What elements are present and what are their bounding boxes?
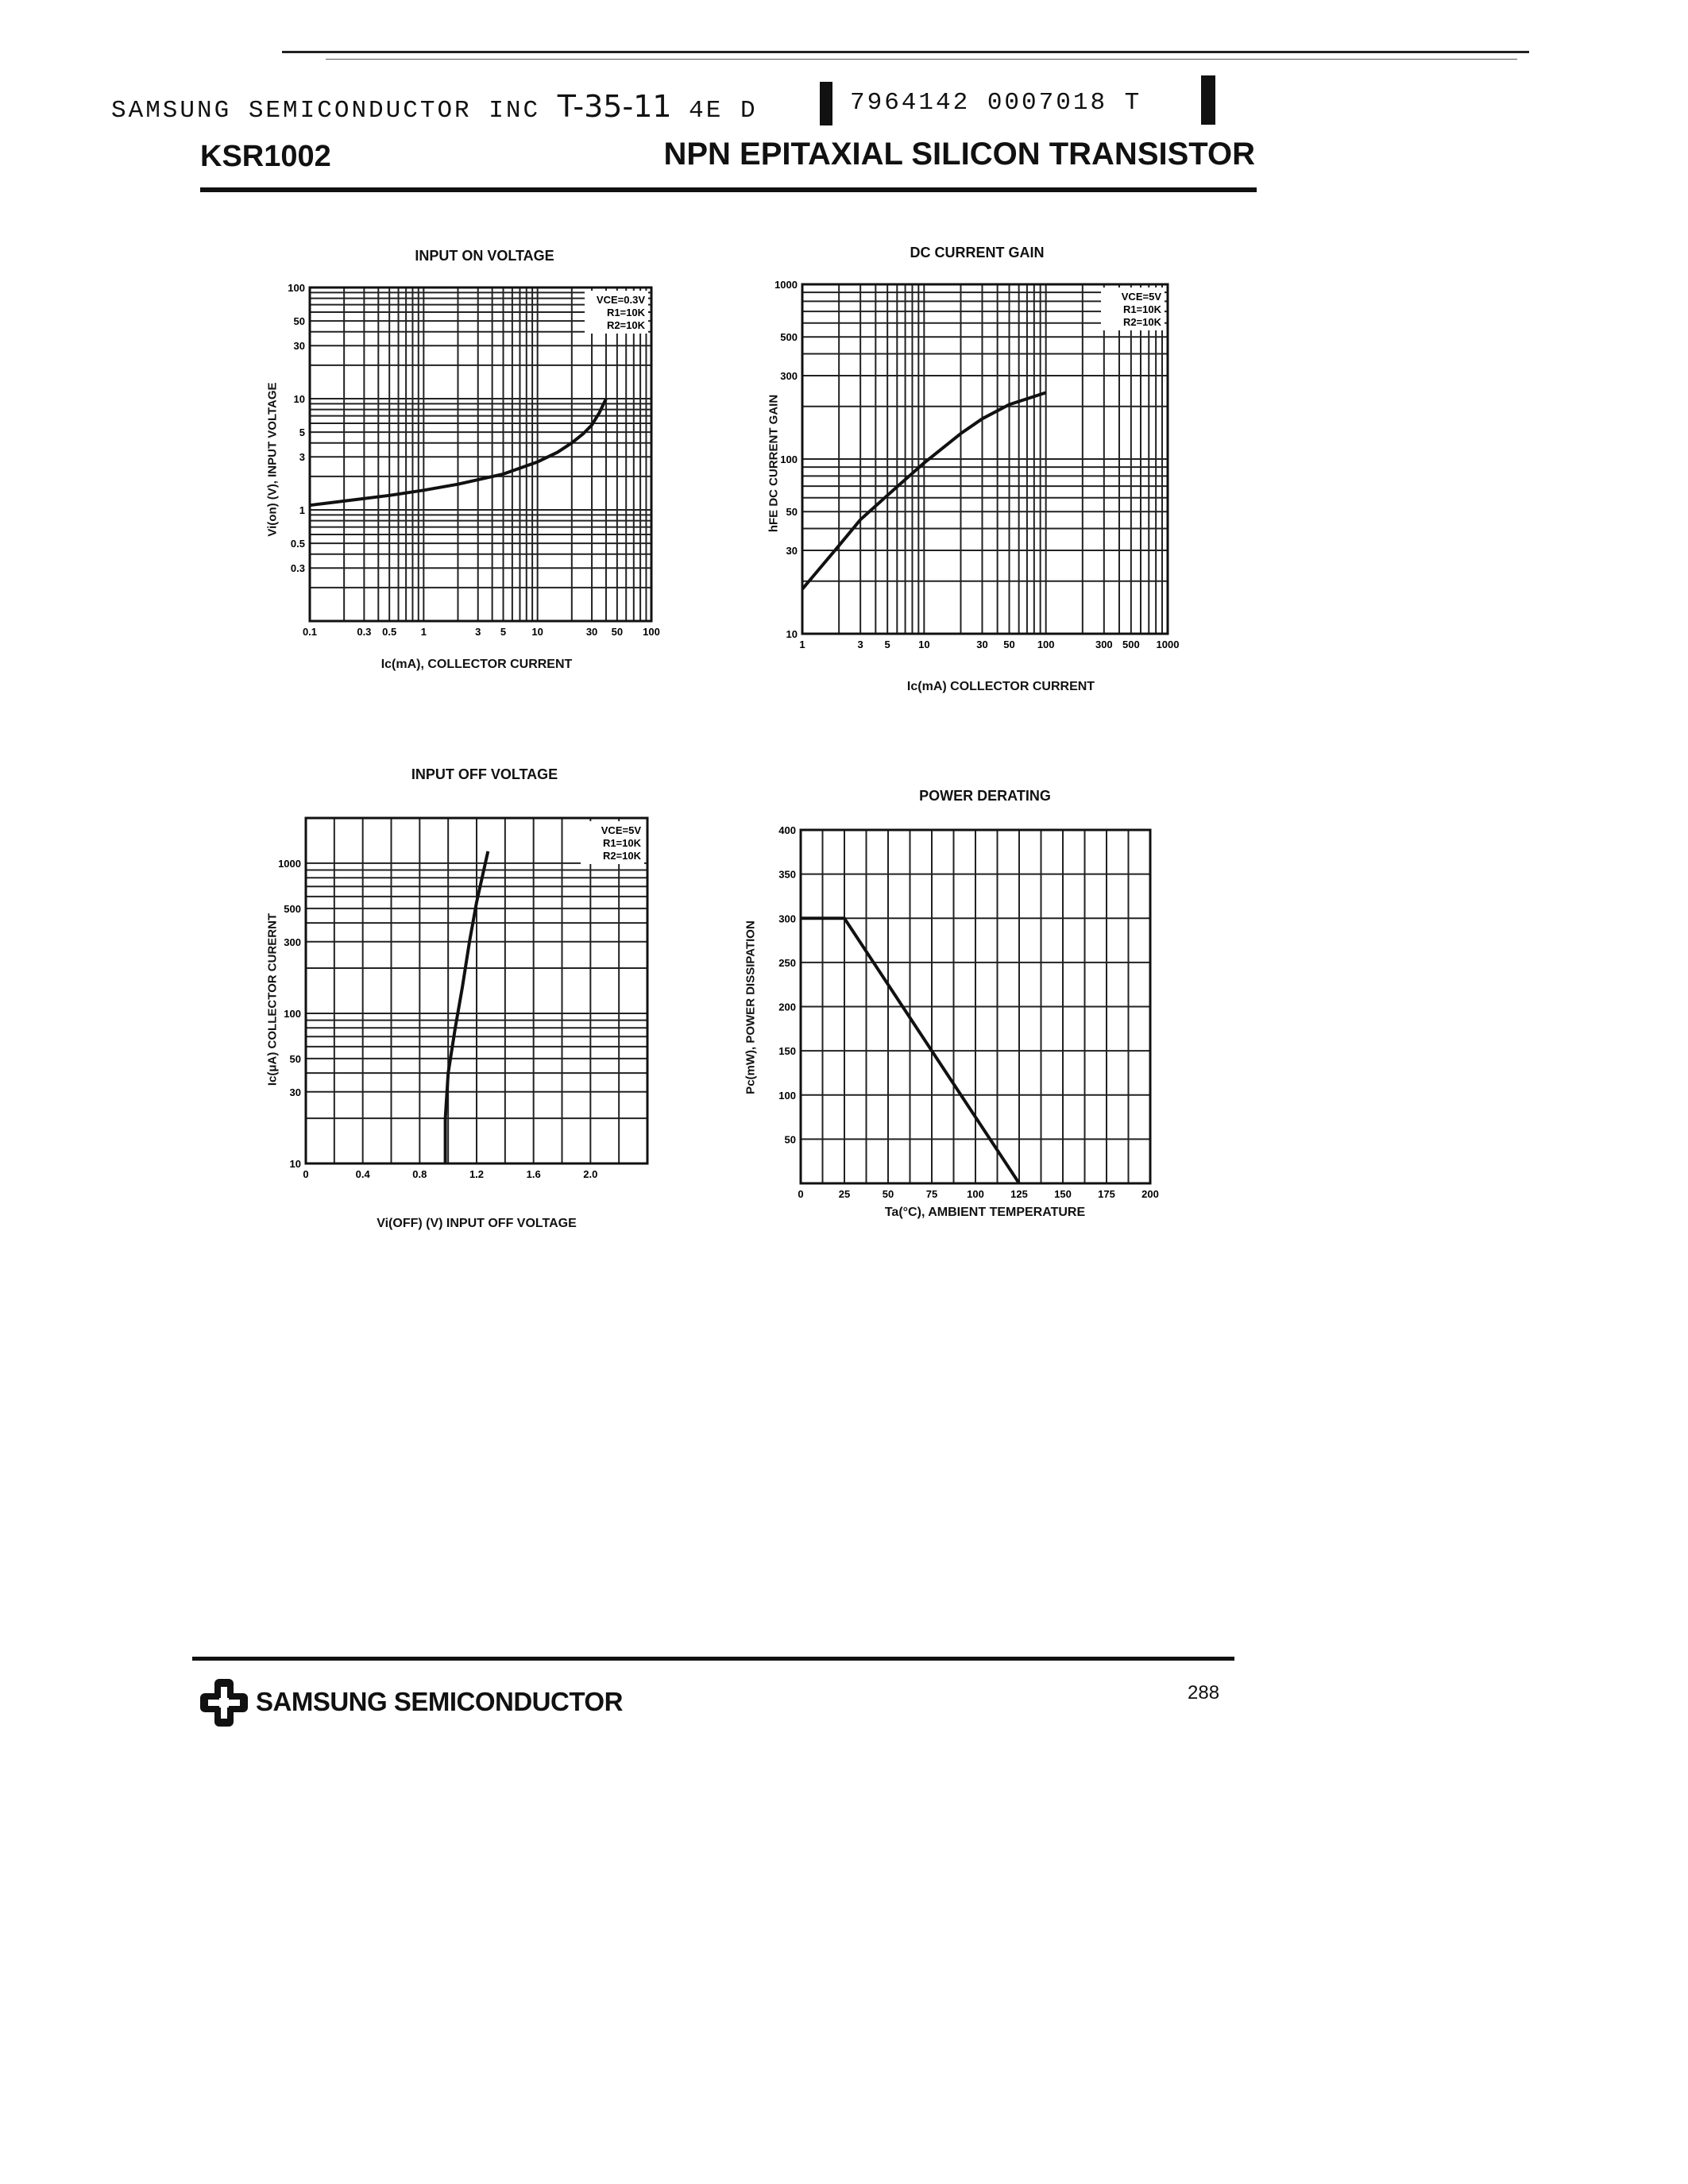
chart2-xlabel: Ic(mA) COLLECTOR CURRENT [906,680,1095,693]
y-tick-label: 1000 [774,279,798,291]
doc-number: 7964142 0007018 T [850,89,1142,117]
y-tick-label: 100 [288,282,305,294]
x-tick-label: 25 [838,1188,851,1199]
y-tick-label: 10 [289,1158,301,1170]
chart4-xlabel: Ta(°C), AMBIENT TEMPERATURE [884,1206,1086,1219]
x-tick-label: 30 [585,626,598,638]
top-rule-thin [326,59,1517,60]
chart3-plot [270,806,683,1187]
x-tick-label: 5 [500,626,507,638]
header-rule [200,187,1257,192]
x-tick-label: 0.5 [382,626,397,638]
x-tick-label: 2.0 [583,1168,598,1180]
x-tick-label: 75 [925,1188,938,1199]
y-tick-label: 350 [778,868,796,881]
x-tick-label: 300 [1095,639,1113,650]
x-tick-label: 0.8 [412,1168,427,1180]
y-tick-label: 150 [778,1045,796,1058]
y-tick-label: 50 [784,1133,796,1146]
y-tick-label: 0.3 [290,562,305,575]
company-name: SAMSUNG SEMICONDUCTOR INC [111,97,541,125]
x-tick-label: 0.4 [355,1168,370,1180]
y-tick-label: 50 [293,315,305,328]
x-tick-label: 1.6 [526,1168,541,1180]
x-tick-label: 100 [643,626,660,638]
plot-frame [310,287,651,621]
y-tick-label: 3 [299,451,305,464]
x-tick-label: 3 [857,639,863,650]
legend-entry: R1=10K [606,307,645,318]
chart2-title: DC CURRENT GAIN [910,245,1045,260]
legend-entry: VCE=5V [1121,291,1161,303]
part-number: KSR1002 [200,140,331,173]
x-tick-label: 150 [1054,1188,1072,1199]
x-tick-label: 175 [1098,1188,1115,1199]
chart1-xlabel: Ic(mA), COLLECTOR CURRENT [380,658,573,671]
x-tick-label: 50 [1003,639,1015,650]
code-suffix: 4E D [689,97,758,125]
product-title: NPN EPITAXIAL SILICON TRANSISTOR [663,137,1255,172]
x-tick-label: 1.2 [469,1168,485,1180]
x-tick-label: 1 [420,626,427,638]
black-bar-right [1201,75,1215,125]
y-tick-label: 5 [299,426,305,439]
chart3-xlabel: Vi(OFF) (V) INPUT OFF VOLTAGE [377,1217,577,1230]
y-tick-label: 250 [778,956,796,969]
legend-entry: VCE=5V [601,824,641,836]
x-tick-label: 100 [1037,639,1055,650]
y-tick-label: 1 [299,504,305,516]
x-tick-label: 3 [475,626,481,638]
legend-entry: R1=10K [602,837,641,849]
x-tick-label: 5 [884,639,890,650]
y-tick-label: 100 [284,1007,301,1020]
y-tick-label: 30 [293,340,305,353]
x-tick-label: 1000 [1156,639,1180,650]
x-tick-label: 10 [531,626,543,638]
x-tick-label: 200 [1141,1188,1159,1199]
handwritten-code: T-35-11 [557,89,672,124]
x-tick-label: 0.1 [302,626,318,638]
y-tick-label: 50 [289,1052,301,1065]
chart2-ylabel: hFE DC CURRENT GAIN [767,394,781,533]
chart1-plot [270,270,683,651]
x-tick-label: 100 [967,1188,984,1199]
y-tick-label: 500 [284,902,301,915]
x-tick-label: 500 [1122,639,1140,650]
chart3-ylabel: Ic(μA) COLLECTOR CURERNT [265,913,280,1086]
x-tick-label: 0 [798,1188,804,1199]
footer-brand: SAMSUNG SEMICONDUCTOR [256,1687,623,1716]
chart3-title: INPUT OFF VOLTAGE [411,766,558,782]
x-tick-label: 125 [1010,1188,1028,1199]
x-tick-label: 10 [918,639,930,650]
chart4-plot [755,810,1184,1199]
page-number: 288 [1188,1682,1220,1704]
y-tick-label: 300 [780,370,798,383]
y-tick-label: 30 [289,1086,301,1098]
legend-entry: R2=10K [602,850,641,862]
y-tick-label: 100 [778,1089,796,1102]
legend-entry: R2=10K [1122,316,1161,328]
legend-entry: VCE=0.3V [596,294,645,306]
chart2-plot [771,270,1199,659]
x-tick-label: 50 [882,1188,894,1199]
y-tick-label: 400 [778,824,796,836]
y-tick-label: 300 [778,913,796,925]
x-tick-label: 0.3 [357,626,372,638]
y-tick-label: 200 [778,1001,796,1013]
company-line [111,89,758,125]
x-tick-label: 50 [611,626,624,638]
y-tick-label: 100 [780,453,798,465]
chart4-ylabel: Pc(mW), POWER DISSIPATION [744,920,758,1094]
x-tick-label: 0 [303,1168,309,1180]
y-tick-label: 300 [284,936,301,948]
top-rule [282,51,1529,53]
y-tick-label: 500 [780,331,798,344]
y-tick-label: 50 [786,506,798,519]
footer-rule [192,1657,1234,1661]
y-tick-label: 30 [786,545,798,558]
x-tick-label: 1 [799,639,805,650]
black-bar-left [820,82,832,125]
x-tick-label: 30 [976,639,988,650]
y-tick-label: 10 [293,393,305,405]
samsung-logo-icon [197,1676,251,1730]
chart1-ylabel: Vi(on) (V), INPUT VOLTAGE [265,382,280,537]
legend-entry: R2=10K [606,319,645,331]
series-line [446,851,489,1163]
chart4-title: POWER DERATING [919,788,1051,804]
chart1-title: INPUT ON VOLTAGE [415,248,554,264]
y-tick-label: 0.5 [290,538,305,550]
legend-entry: R1=10K [1122,303,1161,315]
y-tick-label: 10 [786,628,798,640]
y-tick-label: 1000 [278,857,301,870]
